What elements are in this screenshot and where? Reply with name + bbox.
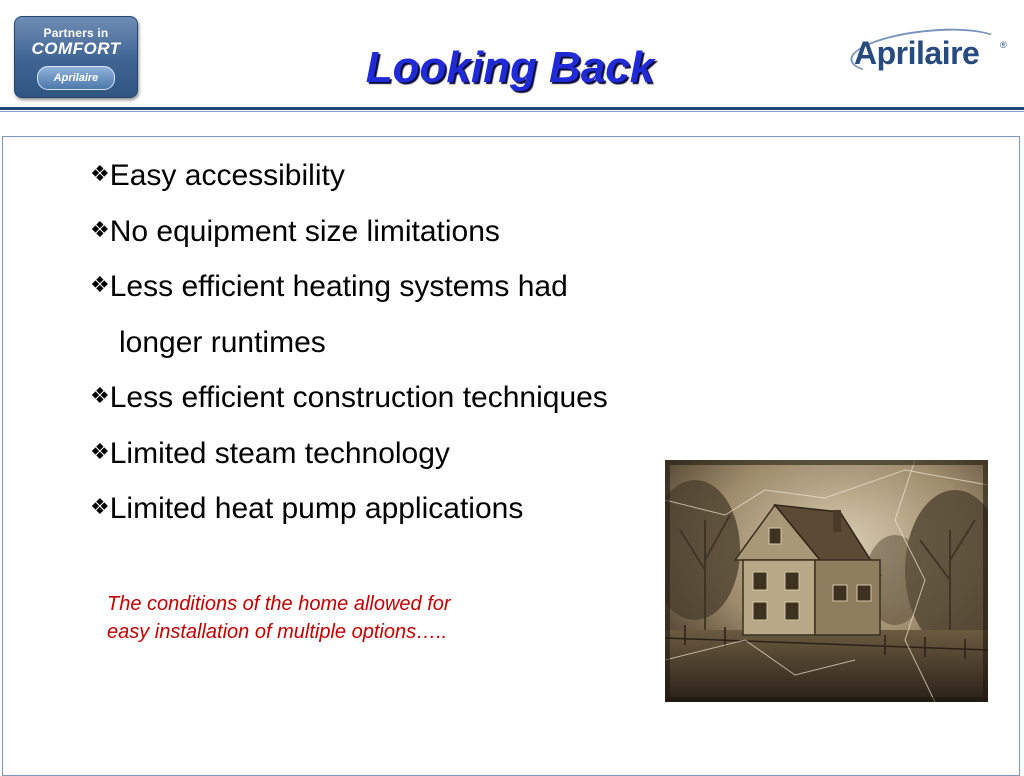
bullet-item [90, 149, 790, 205]
logo-line-partners: Partners in [43, 26, 109, 40]
partners-in-comfort-logo [14, 16, 138, 98]
caption-line: The conditions of the home allowed for [107, 593, 451, 615]
bullet-text: longer runtimes [119, 325, 326, 359]
aprilaire-logo [850, 28, 1010, 78]
diamond-bullet-icon: ❖ [90, 216, 110, 242]
slide-title: Looking Back [365, 43, 655, 92]
bullet-text: Less efficient construction techniques [109, 381, 608, 414]
bullet-item [90, 371, 790, 427]
old-house-photo [665, 460, 988, 702]
caption-line: easy installation of multiple options….. [107, 621, 448, 643]
diamond-bullet-icon: ❖ [90, 438, 110, 464]
registered-mark: ® [1000, 40, 1007, 50]
header-divider-thin [0, 111, 1024, 112]
diamond-bullet-icon: ❖ [90, 272, 110, 297]
diamond-bullet-icon: ❖ [90, 161, 110, 186]
bullet-item [90, 260, 790, 316]
aprilaire-wordmark: Aprilaire [854, 35, 980, 71]
bullet-text: No equipment size limitations [109, 214, 500, 248]
logo-line-comfort: COMFORT [31, 39, 121, 58]
bullet-text: Easy accessibility [109, 159, 345, 192]
bullet-text: Limited steam technology [109, 436, 450, 470]
bullet-text: Limited heat pump applications [109, 492, 524, 525]
diamond-bullet-icon: ❖ [90, 494, 110, 519]
bullet-text: Less efficient heating systems had [109, 270, 568, 303]
bullet-continuation [90, 316, 790, 372]
bullet-item [90, 205, 790, 261]
diamond-bullet-icon: ❖ [90, 383, 110, 408]
photo-caption [107, 590, 587, 646]
logo-line-aprilaire: Aprilaire [37, 66, 115, 90]
header-divider [0, 107, 1024, 110]
